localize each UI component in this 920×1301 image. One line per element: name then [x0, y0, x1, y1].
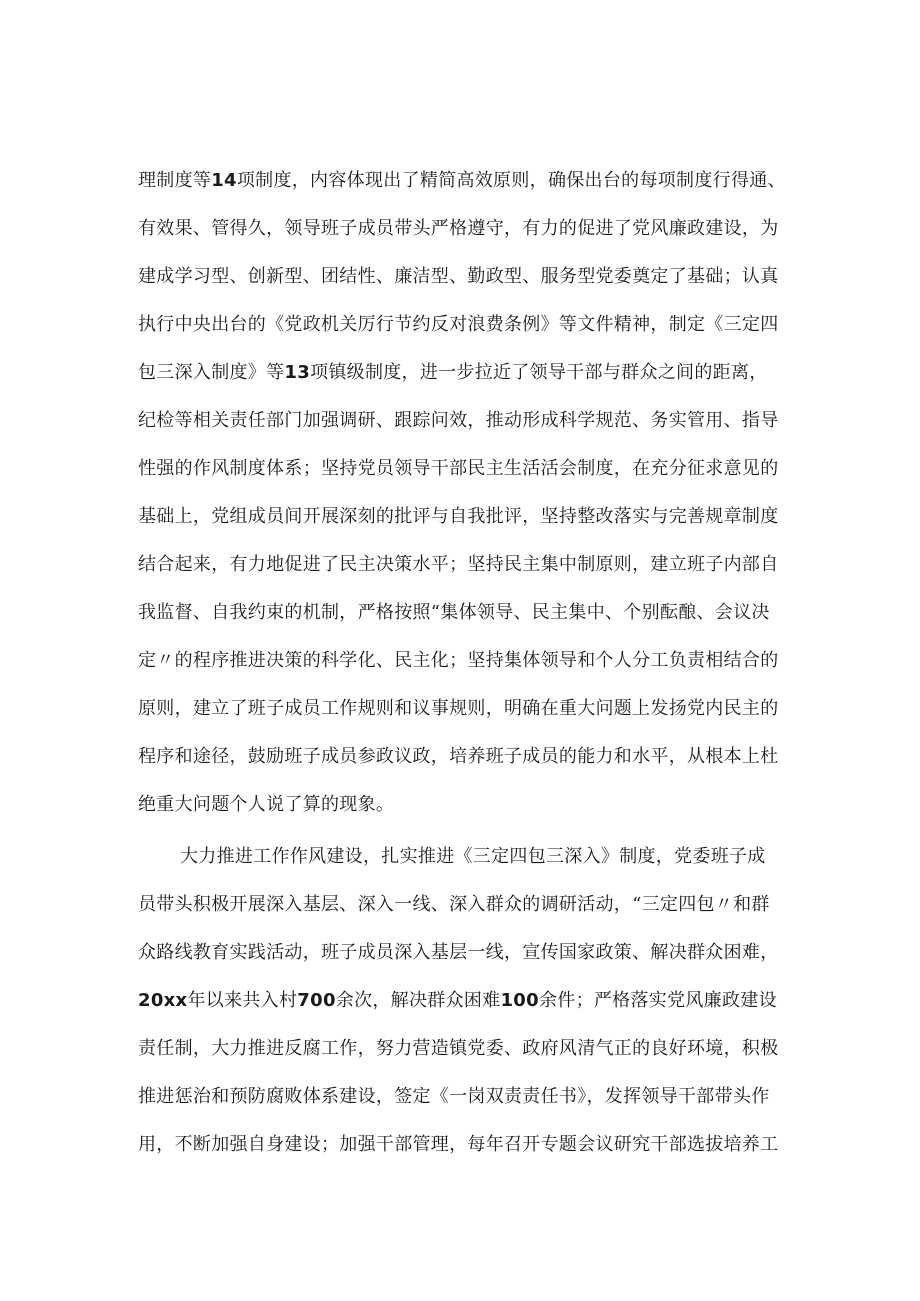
- text-run: 众路线教育实践活动，班子成员深入基层一线，宣传国家政策、解决群众困难，: [138, 942, 779, 963]
- text-line: [138, 940, 798, 966]
- text-run: 执行中央出台的《党政机关厉行节约反对浪费条例》等文件精神，制定《三定四: [138, 314, 779, 335]
- text-line: [138, 1036, 798, 1062]
- text-line: [180, 844, 798, 870]
- text-run: 性强的作风制度体系；坚持党员领导干部民主生活活会制度，在充分征求意见的: [138, 458, 779, 479]
- text-run: 有效果、管得久，领导班子成员带头严格遵守，有力的促进了党风廉政建设，为: [138, 218, 779, 239]
- text-line: [138, 312, 798, 338]
- text-run: 用，不断加强自身建设；加强干部管理，每年召开专题会议研究干部选拔培养工: [138, 1134, 779, 1155]
- text-run: 年以来共入村: [187, 990, 298, 1011]
- number-run: 100: [500, 990, 539, 1011]
- number-run: 20xx: [138, 990, 188, 1011]
- text-run: 我监督、自我约束的机制，严格按照“集体领导、民主集中、个别酝酿、会议决: [138, 602, 770, 623]
- text-run: 建成学习型、创新型、团结性、廉洁型、勤政型、服务型党委奠定了基础；认真: [138, 266, 779, 287]
- text-line: [138, 360, 798, 386]
- text-line: [138, 648, 798, 674]
- text-line: [138, 696, 798, 722]
- text-line: [138, 892, 798, 918]
- number-run: 13: [284, 362, 311, 383]
- text-line: [138, 988, 798, 1014]
- text-run: 项制度，内容体现出了精简高效原则，确保出台的每项制度行得通、: [236, 170, 786, 191]
- text-run: 原则，建立了班子成员工作规则和议事规则，明确在重大问题上发扬党内民主的: [138, 698, 779, 719]
- text-line: [138, 744, 798, 770]
- text-line: [138, 456, 798, 482]
- text-run: 绝重大问题个人说了算的现象。: [138, 794, 395, 815]
- text-line: [138, 408, 798, 434]
- text-line: [138, 504, 798, 530]
- number-run: 14: [211, 170, 237, 191]
- text-run: 项镇级制度，进一步拉近了领导干部与群众之间的距离，: [310, 362, 768, 383]
- text-run: 基础上，党组成员间开展深刻的批评与自我批评，坚持整改落实与完善规章制度: [138, 506, 779, 527]
- text-line: [138, 216, 798, 242]
- text-run: 包三深入制度》等: [138, 362, 285, 383]
- text-line: [138, 792, 798, 818]
- text-line: [138, 552, 798, 578]
- text-run: 定〃的程序推进决策的科学化、民主化；坚持集体领导和个人分工负责相结合的: [138, 650, 779, 671]
- text-line: [138, 600, 798, 626]
- text-run: 结合起来，有力地促进了民主决策水平；坚持民主集中制原则，建立班子内部自: [138, 554, 779, 575]
- text-run: 员带头积极开展深入基层、深入一线、深入群众的调研活动，“三定四包〃和群: [138, 894, 770, 915]
- text-run: 纪检等相关责任部门加强调研、跟踪问效，推动形成科学规范、务实管用、指导: [138, 410, 779, 431]
- text-line: [138, 168, 798, 194]
- text-run: 理制度等: [138, 170, 212, 191]
- text-line: [138, 264, 798, 290]
- text-line: [138, 1084, 798, 1110]
- text-run: 大力推进工作作风建设，扎实推进《三定四包三深入》制度，党委班子成: [180, 846, 766, 867]
- text-run: 推进惩治和预防腐败体系建设，签定《一岗双责责任书》，发挥领导干部带头作: [138, 1086, 770, 1107]
- text-run: 程序和途径，鼓励班子成员参政议政，培养班子成员的能力和水平，从根本上杜: [138, 746, 779, 767]
- text-run: 余件；严格落实党风廉政建设: [538, 990, 777, 1011]
- text-run: 余次，解决群众困难: [335, 990, 501, 1011]
- number-run: 700: [297, 990, 336, 1011]
- text-line: [138, 1132, 798, 1158]
- text-run: 责任制，大力推进反腐工作，努力营造镇党委、政府风清气正的良好环境，积极: [138, 1038, 779, 1059]
